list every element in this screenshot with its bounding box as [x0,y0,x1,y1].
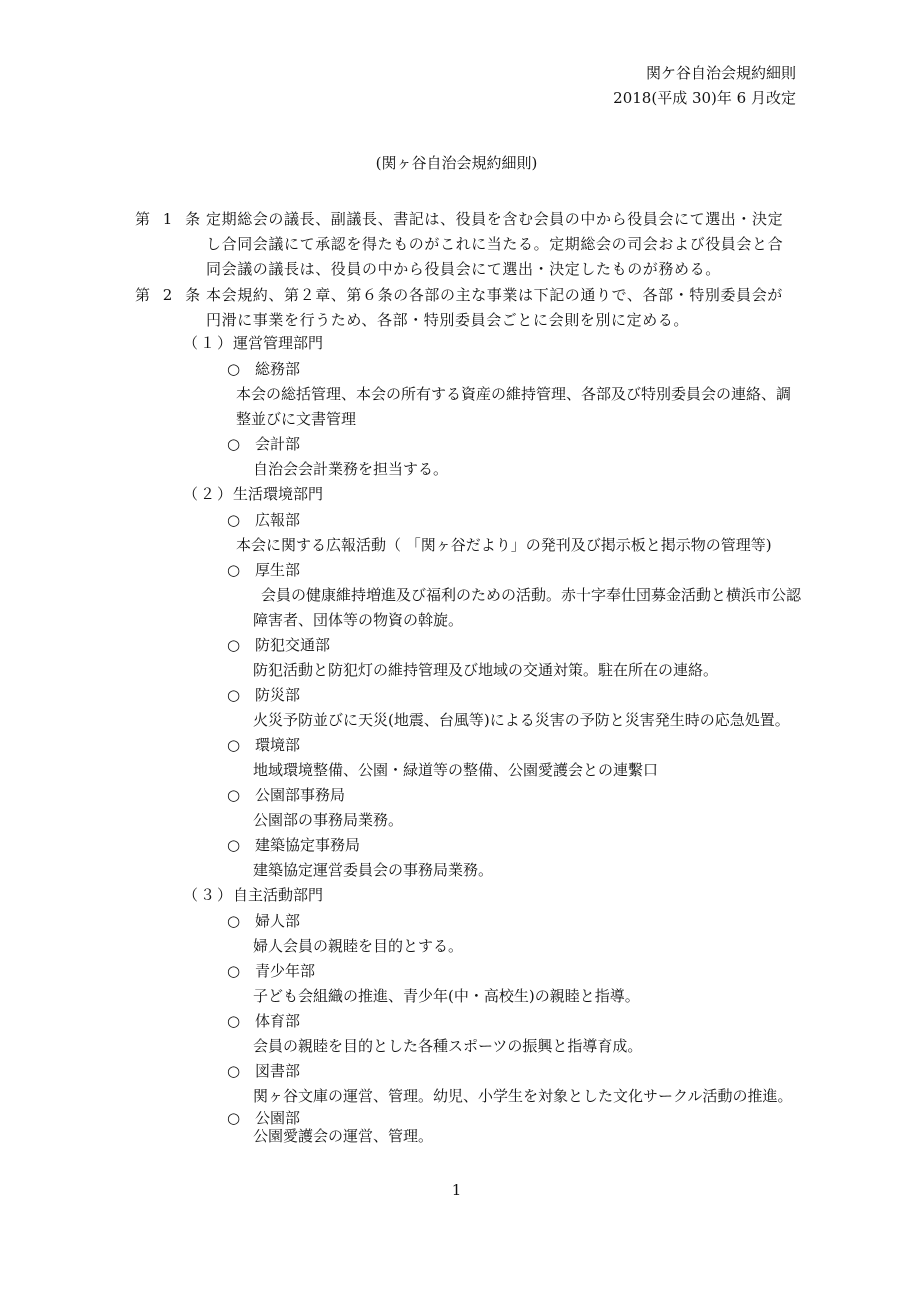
section-heading [183,883,323,908]
circle-bullet-icon: ○ [227,686,241,704]
department-name: 公園部 [255,1109,301,1127]
department-description: 関ヶ谷文庫の運営、管理。幼児、小学生を対象とした文化サークル活動の推進。 [253,1087,793,1105]
circle-bullet-icon: ○ [227,736,241,754]
department-description: 婦人会員の親睦を目的とする。 [253,937,464,955]
list-item [227,633,330,658]
department-name: 広報部 [255,511,301,529]
circle-bullet-icon: ○ [227,962,241,980]
department-name: 建築協定事務局 [255,836,361,854]
list-item [227,909,300,934]
department-description: 公園愛護会の運営、管理。 [253,1127,434,1145]
section-heading [183,331,323,356]
circle-bullet-icon: ○ [227,636,241,654]
revision-date: 2018(平成 30)年 6 月改定 [613,89,796,107]
department-name: 防犯交通部 [255,636,331,654]
article-1-text: 定期総会の議長、副議長、書記は、役員を含む会員の中から役員会にて選出・決定し合同会議にて承認を得たものがこれに当たる。定期総会の司会および役員会と合同会議の議長は、役員の中から役員会にて選出・決定したものが務める。 [206,210,784,278]
document-name: 関ケ谷自治会規約細則 [645,64,796,82]
circle-bullet-icon: ○ [227,1012,241,1030]
list-item [227,833,360,858]
department-name: 婦人部 [255,912,301,930]
list-item [227,558,300,583]
department-name: 厚生部 [255,561,301,579]
circle-bullet-icon: ○ [227,1109,241,1127]
department-description: 防犯活動と防犯灯の維持管理及び地域の交通対策。駐在所在の連絡。 [253,661,719,679]
list-item [227,1009,300,1034]
department-description: 建築協定運営委員会の事務局業務。 [253,861,494,879]
page-title: (関ヶ谷自治会規約細則) [375,154,538,172]
circle-bullet-icon: ○ [227,912,241,930]
list-item [227,357,300,382]
department-name: 公園部事務局 [255,786,346,804]
department-name: 会計部 [255,435,301,453]
article-2-label: 第 2 条 [135,286,205,304]
circle-bullet-icon: ○ [227,786,241,804]
department-name: 図書部 [255,1062,301,1080]
section-number: （３） [183,886,235,904]
list-item [227,683,300,708]
department-description: 公園部の事務局業務。 [253,811,404,829]
department-description: 地域環境整備、公園・緑道等の整備、公園愛護会との連繫口 [253,761,659,779]
article-2-text: 本会規約、第２章、第６条の各部の主な事業は下記の通りで、各部・特別委員会が円滑に事業を行うため、各部・特別委員会ごとに会則を別に定める。 [206,286,783,329]
circle-bullet-icon: ○ [227,561,241,579]
list-item [227,783,345,808]
department-description: 会員の健康維持増進及び福利のための活動。赤十字奉仕団募金活動と横浜市公認障害者、団体等の物資の斡旋。 [253,586,802,629]
department-description: 火災予防並びに天災(地震、台風等)による災害の予防と災害発生時の応急処置。 [253,711,790,729]
list-item [227,1059,300,1084]
department-description: 自治会会計業務を担当する。 [253,460,449,478]
department-name: 防災部 [255,686,301,704]
circle-bullet-icon: ○ [227,836,241,854]
department-name: 青少年部 [255,962,316,980]
department-description: 会員の親睦を目的とした各種スポーツの振興と指導育成。 [253,1037,643,1055]
department-description: 本会に関する広報活動（ 「関ヶ谷だより」の発刊及び掲示板と掲示物の管理等) [236,536,772,554]
list-item [227,733,300,758]
department-description: 本会の総括管理、本会の所有する資産の維持管理、各部及び特別委員会の連絡、調整並びに文書管理 [236,385,792,428]
article-1-label: 第 1 条 [135,210,205,228]
section-heading [183,482,323,507]
page-number: 1 [451,1181,462,1199]
circle-bullet-icon: ○ [227,511,241,529]
department-description: 子ども会組織の推進、青少年(中・高校生)の親睦と指導。 [253,987,640,1005]
circle-bullet-icon: ○ [227,360,241,378]
section-name: 生活環境部門 [233,485,324,503]
section-number: （２） [183,485,235,503]
section-name: 運営管理部門 [233,334,324,352]
circle-bullet-icon: ○ [227,435,241,453]
department-name: 体育部 [255,1012,301,1030]
section-name: 自主活動部門 [233,886,324,904]
list-item [227,508,300,533]
list-item [227,432,300,457]
section-number: （１） [183,334,235,352]
list-item [227,959,315,984]
department-name: 総務部 [255,360,301,378]
department-name: 環境部 [255,736,301,754]
circle-bullet-icon: ○ [227,1062,241,1080]
